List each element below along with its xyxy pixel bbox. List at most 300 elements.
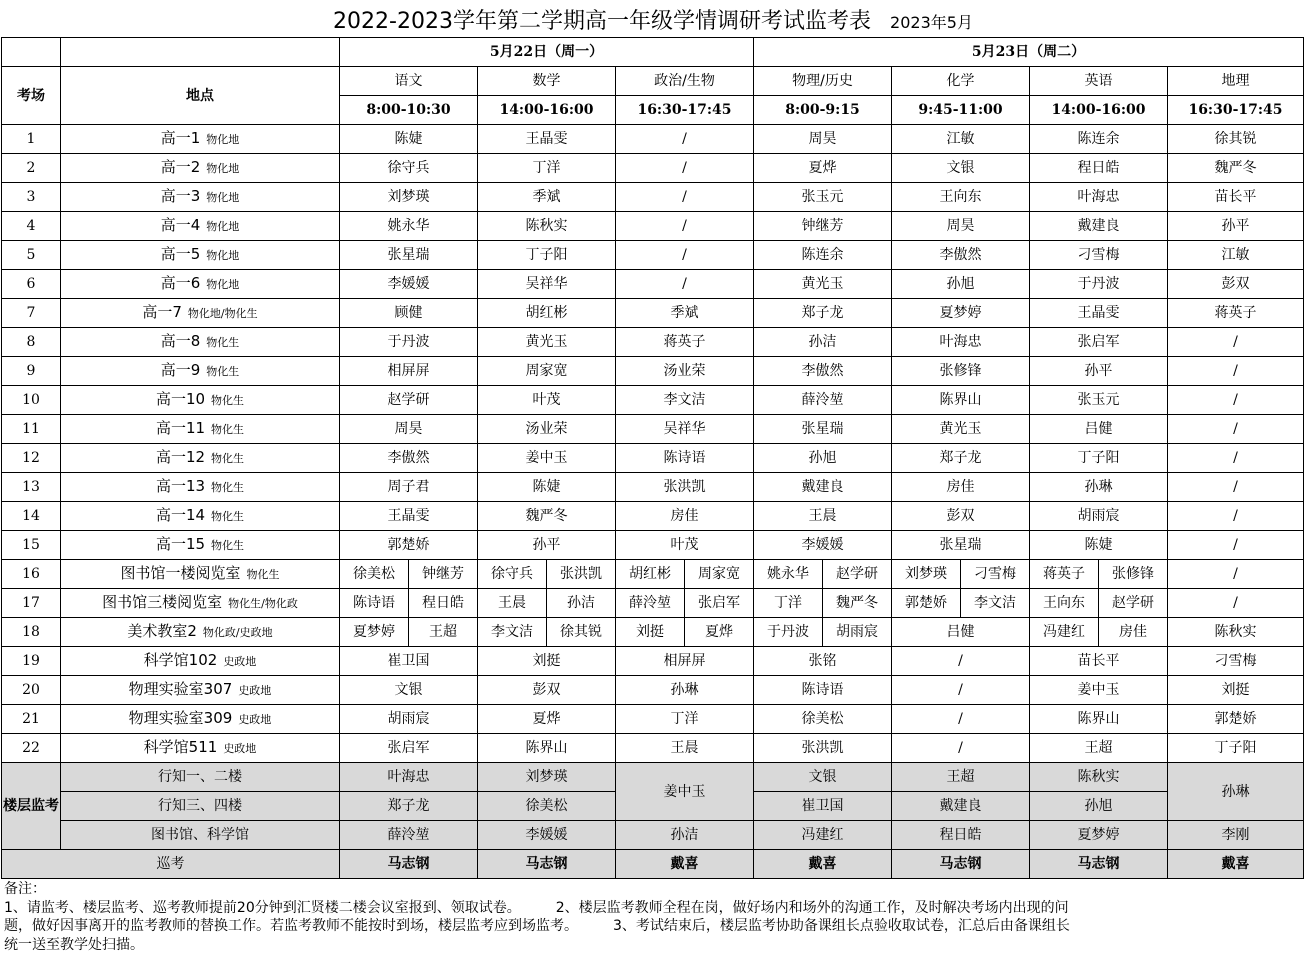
site-name: 高一6 <box>160 274 201 292</box>
proctor-name: 刁雪梅 <box>961 560 1030 589</box>
proctor-name: 相屏屏 <box>340 357 478 386</box>
proctor-name: 郭楚娇 <box>1168 705 1304 734</box>
table-row <box>2 299 1304 328</box>
proctor-name: 陈界山 <box>892 386 1030 415</box>
site-track: 物化生/物化政 <box>228 597 298 610</box>
room-number: 7 <box>2 299 61 328</box>
proctor-name: / <box>616 154 754 183</box>
proctor-name: 赵学研 <box>823 560 892 589</box>
room-number: 8 <box>2 328 61 357</box>
proctor-name: 陈秋实 <box>478 212 616 241</box>
corner-cell <box>2 38 61 67</box>
proctor-name: 姜中玉 <box>1030 676 1168 705</box>
proctor-name: 冯建红 <box>1030 618 1099 647</box>
room-header: 考场 <box>2 67 61 125</box>
proctor-name: 彭双 <box>478 676 616 705</box>
proctor-name: 姚永华 <box>754 560 823 589</box>
proctor-name: 魏严冬 <box>478 502 616 531</box>
proctor-name: 胡红彬 <box>478 299 616 328</box>
proctor-name: 张启军 <box>1030 328 1168 357</box>
proctor-name: 文银 <box>892 154 1030 183</box>
floor-row <box>2 763 1304 792</box>
proctor-name: 苗长平 <box>1168 183 1304 212</box>
proctor-name: 郑子龙 <box>892 444 1030 473</box>
proctor-name: 徐美松 <box>754 705 892 734</box>
proctor-name: 汤业荣 <box>616 357 754 386</box>
site-name: 高一4 <box>160 216 201 234</box>
site-cell <box>61 589 340 618</box>
proctor-name: 叶海忠 <box>1030 183 1168 212</box>
proctor-name: 夏烨 <box>754 154 892 183</box>
proctor-name: 文银 <box>340 676 478 705</box>
proctor-name: / <box>892 647 1030 676</box>
proctor-name: 苗长平 <box>1030 647 1168 676</box>
room-number: 20 <box>2 676 61 705</box>
proctor-name: 黄光玉 <box>478 328 616 357</box>
proctor-name: 夏烨 <box>478 705 616 734</box>
room-number: 17 <box>2 589 61 618</box>
site-cell <box>61 212 340 241</box>
time-header: 9:45-11:00 <box>892 96 1030 125</box>
proctor-name: 房佳 <box>1099 618 1168 647</box>
day-header: 5月22日（周一） <box>340 38 754 67</box>
floor-proctor: 孙琳 <box>1168 763 1304 821</box>
floor-place: 行知一、二楼 <box>61 763 340 792</box>
room-number: 16 <box>2 560 61 589</box>
proctor-name: 张修锋 <box>892 357 1030 386</box>
site-name: 图书馆一楼阅览室 <box>120 564 241 582</box>
site-cell <box>61 444 340 473</box>
proctor-name: 徐其锐 <box>1168 125 1304 154</box>
patrol-name: 马志钢 <box>478 850 616 879</box>
site-track: 物化地 <box>206 220 240 233</box>
floor-proctor: 戴建良 <box>892 792 1030 821</box>
proctor-name: 徐其锐 <box>547 618 616 647</box>
room-number: 2 <box>2 154 61 183</box>
proctor-name: 刁雪梅 <box>1030 241 1168 270</box>
proctor-name: 戴建良 <box>1030 212 1168 241</box>
site-track: 史政地 <box>238 713 272 726</box>
proctor-name: / <box>1168 357 1304 386</box>
floor-proctor: 刘梦瑛 <box>478 763 616 792</box>
site-track: 物化地 <box>206 278 240 291</box>
proctor-name: 李傲然 <box>340 444 478 473</box>
room-number: 6 <box>2 270 61 299</box>
site-track: 物化生 <box>211 481 245 494</box>
title-text: 2022-2023学年第二学期高一年级学情调研考试监考表 <box>333 9 871 34</box>
proctor-name: 叶茂 <box>478 386 616 415</box>
proctor-name: 王晨 <box>616 734 754 763</box>
patrol-name: 马志钢 <box>340 850 478 879</box>
proctor-name: / <box>892 734 1030 763</box>
proctor-name: 顾健 <box>340 299 478 328</box>
site-name: 高一2 <box>160 158 201 176</box>
site-cell <box>61 734 340 763</box>
proctor-name: 相屏屏 <box>616 647 754 676</box>
site-name: 高一13 <box>155 477 206 495</box>
table-row <box>2 618 1304 647</box>
site-cell <box>61 299 340 328</box>
site-track: 物化生 <box>206 336 240 349</box>
site-track: 物化生 <box>211 539 245 552</box>
proctor-name: 丁洋 <box>478 154 616 183</box>
proctor-name: 程日皓 <box>1030 154 1168 183</box>
site-cell <box>61 705 340 734</box>
site-track: 物化生 <box>211 452 245 465</box>
proctor-name: / <box>1168 444 1304 473</box>
proctor-name: 张洪凯 <box>754 734 892 763</box>
proctor-name: 季斌 <box>478 183 616 212</box>
proctor-name: 张启军 <box>685 589 754 618</box>
proctor-name: 陈诗语 <box>340 589 409 618</box>
site-name: 高一10 <box>155 390 206 408</box>
proctor-name: 陈连余 <box>1030 125 1168 154</box>
proctor-name: 于丹波 <box>340 328 478 357</box>
proctor-name: 徐守兵 <box>478 560 547 589</box>
proctor-name: 陈界山 <box>1030 705 1168 734</box>
proctor-name: 吕健 <box>892 618 1030 647</box>
proctor-name: 钟继芳 <box>754 212 892 241</box>
proctor-name: 汤业荣 <box>478 415 616 444</box>
site-track: 物化生 <box>211 510 245 523</box>
proctor-name: 王晶雯 <box>340 502 478 531</box>
site-track: 史政地 <box>238 684 272 697</box>
site-track: 物化生 <box>211 394 245 407</box>
room-number: 4 <box>2 212 61 241</box>
proctor-name: / <box>616 125 754 154</box>
proctor-name: 黄光玉 <box>754 270 892 299</box>
proctor-name: 张修锋 <box>1099 560 1168 589</box>
site-cell <box>61 328 340 357</box>
table-row <box>2 676 1304 705</box>
proctor-name: 戴建良 <box>754 473 892 502</box>
table-row <box>2 357 1304 386</box>
site-cell <box>61 125 340 154</box>
proctor-name: 黄光玉 <box>892 415 1030 444</box>
title-date: 2023年5月 <box>890 13 973 32</box>
proctor-name: 刘挺 <box>1168 676 1304 705</box>
floor-proctor: 李刚 <box>1168 821 1304 850</box>
site-cell <box>61 241 340 270</box>
site-name: 高一11 <box>155 419 206 437</box>
table-row <box>2 589 1304 618</box>
site-cell <box>61 357 340 386</box>
site-name: 高一14 <box>155 506 206 524</box>
proctor-name: 崔卫国 <box>340 647 478 676</box>
patrol-name: 马志钢 <box>1030 850 1168 879</box>
subject-header: 语文 <box>340 67 478 96</box>
proctor-name: 王向东 <box>1030 589 1099 618</box>
proctor-name: 张星瑞 <box>892 531 1030 560</box>
proctor-name: 蒋英子 <box>1168 299 1304 328</box>
table-row <box>2 328 1304 357</box>
table-row <box>2 241 1304 270</box>
proctor-name: 王晨 <box>754 502 892 531</box>
proctor-name: / <box>1168 560 1304 589</box>
proctor-name: 叶海忠 <box>892 328 1030 357</box>
table-row <box>2 444 1304 473</box>
site-header: 地点 <box>61 67 340 125</box>
table-row <box>2 125 1304 154</box>
proctor-name: 张铭 <box>754 647 892 676</box>
proctor-name: 李文洁 <box>478 618 547 647</box>
proctor-name: / <box>1168 589 1304 618</box>
proctor-name: 刘挺 <box>616 618 685 647</box>
room-number: 5 <box>2 241 61 270</box>
proctor-name: 李傲然 <box>892 241 1030 270</box>
proctor-name: 周子君 <box>340 473 478 502</box>
time-header: 8:00-10:30 <box>340 96 478 125</box>
proctor-name: 蒋英子 <box>1030 560 1099 589</box>
table-row <box>2 734 1304 763</box>
floor-place: 图书馆、科学馆 <box>61 821 340 850</box>
proctor-name: 刁雪梅 <box>1168 647 1304 676</box>
subject-header: 政治/生物 <box>616 67 754 96</box>
corner-cell <box>61 38 340 67</box>
proctor-name: 丁洋 <box>616 705 754 734</box>
floor-proctor: 陈秋实 <box>1030 763 1168 792</box>
proctor-name: 郭楚娇 <box>892 589 961 618</box>
room-number: 1 <box>2 125 61 154</box>
proctor-name: 张洪凯 <box>547 560 616 589</box>
proctor-name: 张洪凯 <box>616 473 754 502</box>
proctor-name: 丁子阳 <box>478 241 616 270</box>
proctor-name: / <box>616 212 754 241</box>
floor-proctor: 夏梦婷 <box>1030 821 1168 850</box>
site-track: 物化地 <box>206 162 240 175</box>
floor-proctor: 崔卫国 <box>754 792 892 821</box>
room-number: 18 <box>2 618 61 647</box>
floor-proctor: 叶海忠 <box>340 763 478 792</box>
proctor-name: 胡雨宸 <box>823 618 892 647</box>
proctor-name: 周昊 <box>340 415 478 444</box>
proctor-name: 胡雨宸 <box>340 705 478 734</box>
notes-line: 1、请监考、楼层监考、巡考教师提前20分钟到汇贤楼二楼会议室报到、领取试卷。 2、楼层监考教师全程在岗，做好场内和场外的沟通工作，及时解决考场内出现的问 <box>4 899 1069 916</box>
floor-proctor: 薛泠堃 <box>340 821 478 850</box>
proctor-name: 刘梦瑛 <box>340 183 478 212</box>
site-name: 科学馆511 <box>143 738 218 756</box>
room-number: 22 <box>2 734 61 763</box>
notes-line: 题，做好因事离开的监考教师的替换工作。若监考教师不能按时到场，楼层监考应到场监考。 3、考试结束后，楼层监考协助备课组长点验收取试卷，汇总后由备课组长 <box>4 918 1070 934</box>
proctor-name: 王超 <box>1030 734 1168 763</box>
proctor-name: 孙平 <box>478 531 616 560</box>
site-name: 物理实验室309 <box>128 709 233 727</box>
proctor-name: 陈界山 <box>478 734 616 763</box>
proctor-name: 陈婕 <box>340 125 478 154</box>
proctor-name: 丁子阳 <box>1030 444 1168 473</box>
proctor-name: 陈诗语 <box>616 444 754 473</box>
proctor-name: / <box>616 270 754 299</box>
proctor-name: 孙旭 <box>754 444 892 473</box>
site-cell <box>61 676 340 705</box>
floor-proctor: 郑子龙 <box>340 792 478 821</box>
proctor-name: 周昊 <box>892 212 1030 241</box>
site-name: 高一1 <box>160 129 201 147</box>
site-name: 美术教室2 <box>127 622 197 640</box>
proctor-name: 季斌 <box>616 299 754 328</box>
table-row <box>2 502 1304 531</box>
table-row <box>2 705 1304 734</box>
proctor-name: 房佳 <box>616 502 754 531</box>
proctor-name: 李傲然 <box>754 357 892 386</box>
site-name: 高一7 <box>142 303 182 321</box>
site-track: 物化地 <box>206 133 240 146</box>
proctor-name: 孙洁 <box>547 589 616 618</box>
proctor-name: 周昊 <box>754 125 892 154</box>
site-name: 高一5 <box>160 245 201 263</box>
proctor-name: 孙旭 <box>892 270 1030 299</box>
proctor-name: 胡红彬 <box>616 560 685 589</box>
room-number: 21 <box>2 705 61 734</box>
site-name: 图书馆三楼阅览室 <box>102 593 223 611</box>
proctor-name: 钟继芳 <box>409 560 478 589</box>
proctor-name: / <box>1168 386 1304 415</box>
site-track: 物化政/史政地 <box>202 626 273 639</box>
proctor-name: 孙洁 <box>754 328 892 357</box>
notes-block <box>4 880 1304 954</box>
site-track: 物化生 <box>246 568 280 581</box>
room-number: 11 <box>2 415 61 444</box>
subject-header: 化学 <box>892 67 1030 96</box>
table-row <box>2 473 1304 502</box>
proctor-name: 魏严冬 <box>823 589 892 618</box>
floor-proctor: 王超 <box>892 763 1030 792</box>
proctor-name: 赵学研 <box>1099 589 1168 618</box>
site-track: 物化地/物化生 <box>187 307 258 320</box>
floor-proctor: 姜中玉 <box>616 763 754 821</box>
floor-proctor: 孙旭 <box>1030 792 1168 821</box>
site-name: 高一15 <box>155 535 206 553</box>
site-track: 史政地 <box>223 742 257 755</box>
floor-proctor: 冯建红 <box>754 821 892 850</box>
proctor-name: 李媛媛 <box>754 531 892 560</box>
site-name: 高一9 <box>160 361 201 379</box>
patrol-name: 戴喜 <box>616 850 754 879</box>
table-row <box>2 531 1304 560</box>
floor-place: 行知三、四楼 <box>61 792 340 821</box>
table-row <box>2 560 1304 589</box>
proctor-name: 魏严冬 <box>1168 154 1304 183</box>
floor-proctor: 孙洁 <box>616 821 754 850</box>
page-title <box>0 4 1306 35</box>
proctor-name: 孙琳 <box>616 676 754 705</box>
proctor-name: 王晶雯 <box>1030 299 1168 328</box>
proctor-name: 李媛媛 <box>340 270 478 299</box>
proctor-name: 薛泠堃 <box>616 589 685 618</box>
proctor-name: / <box>892 676 1030 705</box>
proctor-name: / <box>1168 415 1304 444</box>
proctor-name: 房佳 <box>892 473 1030 502</box>
site-track: 物化地 <box>206 249 240 262</box>
time-header: 16:30-17:45 <box>616 96 754 125</box>
subject-header: 物理/历史 <box>754 67 892 96</box>
proctor-name: 王向东 <box>892 183 1030 212</box>
proctor-name: 李文洁 <box>961 589 1030 618</box>
proctor-name: 江敏 <box>892 125 1030 154</box>
proctor-name: / <box>1168 473 1304 502</box>
site-cell <box>61 183 340 212</box>
proctor-name: 郑子龙 <box>754 299 892 328</box>
proctor-name: 李文洁 <box>616 386 754 415</box>
time-header: 16:30-17:45 <box>1168 96 1304 125</box>
day-header: 5月23日（周二） <box>754 38 1304 67</box>
proctor-name: 张玉元 <box>1030 386 1168 415</box>
room-number: 9 <box>2 357 61 386</box>
patrol-name: 戴喜 <box>1168 850 1304 879</box>
proctor-table <box>1 37 1304 879</box>
time-header: 14:00-16:00 <box>478 96 616 125</box>
proctor-name: 吕健 <box>1030 415 1168 444</box>
table-row <box>2 270 1304 299</box>
proctor-name: 叶茂 <box>616 531 754 560</box>
time-header: 8:00-9:15 <box>754 96 892 125</box>
site-name: 高一8 <box>160 332 201 350</box>
proctor-name: 丁洋 <box>754 589 823 618</box>
patrol-name: 马志钢 <box>892 850 1030 879</box>
proctor-name: 陈婕 <box>1030 531 1168 560</box>
proctor-name: 张玉元 <box>754 183 892 212</box>
site-track: 史政地 <box>223 655 257 668</box>
patrol-name: 戴喜 <box>754 850 892 879</box>
proctor-name: 蒋英子 <box>616 328 754 357</box>
proctor-name: 孙平 <box>1168 212 1304 241</box>
site-cell <box>61 154 340 183</box>
proctor-name: 陈婕 <box>478 473 616 502</box>
proctor-name: 彭双 <box>892 502 1030 531</box>
proctor-name: 陈诗语 <box>754 676 892 705</box>
site-name: 高一12 <box>155 448 206 466</box>
site-cell <box>61 618 340 647</box>
proctor-name: 姜中玉 <box>478 444 616 473</box>
proctor-name: 于丹波 <box>1030 270 1168 299</box>
table-row <box>2 647 1304 676</box>
site-cell <box>61 386 340 415</box>
patrol-row <box>2 850 1304 879</box>
patrol-label: 巡考 <box>2 850 340 879</box>
room-number: 10 <box>2 386 61 415</box>
proctor-name: 程日皓 <box>409 589 478 618</box>
site-track: 物化生 <box>211 423 245 436</box>
proctor-name: 夏梦婷 <box>892 299 1030 328</box>
proctor-name: 江敏 <box>1168 241 1304 270</box>
subject-header: 地理 <box>1168 67 1304 96</box>
room-number: 14 <box>2 502 61 531</box>
time-header: 14:00-16:00 <box>1030 96 1168 125</box>
floor-proctor: 程日皓 <box>892 821 1030 850</box>
proctor-name: 徐守兵 <box>340 154 478 183</box>
proctor-name: 刘挺 <box>478 647 616 676</box>
proctor-name: 于丹波 <box>754 618 823 647</box>
site-cell <box>61 415 340 444</box>
proctor-name: 刘梦瑛 <box>892 560 961 589</box>
proctor-name: 周家宽 <box>685 560 754 589</box>
proctor-name: 孙琳 <box>1030 473 1168 502</box>
proctor-name: 张启军 <box>340 734 478 763</box>
proctor-name: 陈秋实 <box>1168 618 1304 647</box>
proctor-name: 王超 <box>409 618 478 647</box>
proctor-name: 丁子阳 <box>1168 734 1304 763</box>
room-number: 12 <box>2 444 61 473</box>
site-name: 高一3 <box>160 187 201 205</box>
proctor-name: 彭双 <box>1168 270 1304 299</box>
proctor-name: 张星瑞 <box>340 241 478 270</box>
proctor-name: / <box>1168 502 1304 531</box>
proctor-name: / <box>1168 328 1304 357</box>
site-name: 科学馆102 <box>143 651 218 669</box>
notes-heading: 备注： <box>4 881 46 897</box>
site-track: 物化生 <box>206 365 240 378</box>
table-row <box>2 183 1304 212</box>
